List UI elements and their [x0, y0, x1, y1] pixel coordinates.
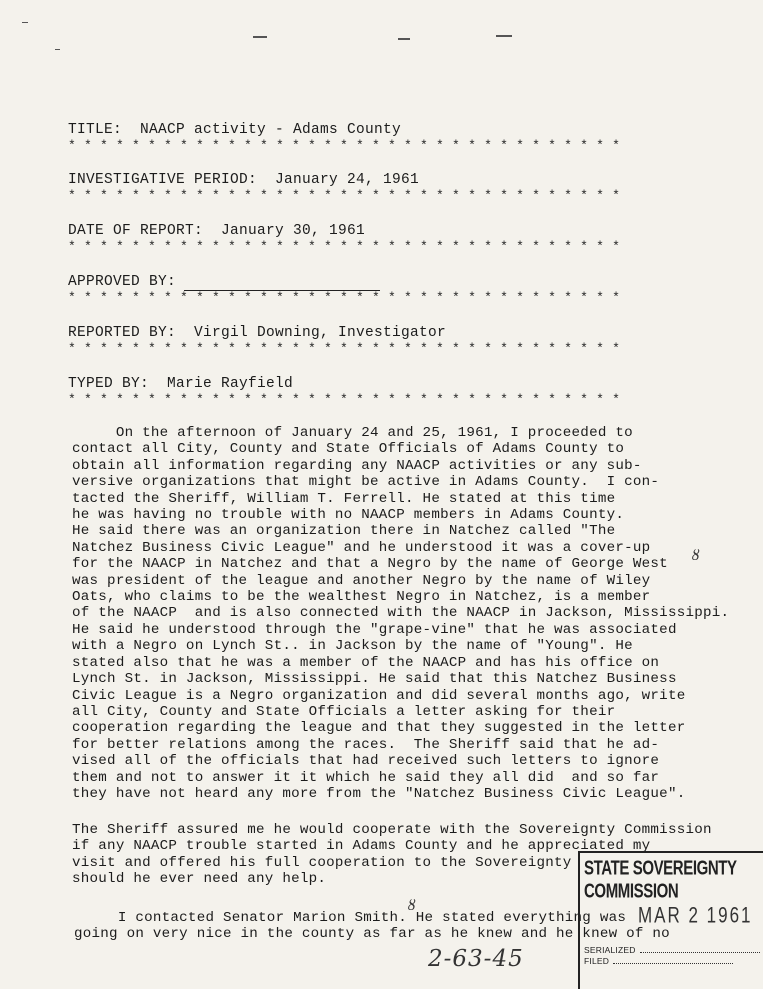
star-divider: * * * * * * * * * * * * * * * * * * * * * * * * * * * * * * * * * * *: [68, 138, 621, 153]
star-divider: * * * * * * * * * * * * * * * * * * * * * * * * * * * * * * * * * * *: [68, 239, 621, 254]
date-of-report-line: DATE OF REPORT: January 30, 1961: [68, 223, 366, 239]
investigative-period-field: [68, 171, 708, 203]
stamp-serialized-row: [584, 945, 760, 955]
report-paragraph-3: I contacted Senator Marion Smith. He stated everything was going on very nice in the county as far as he knew and he knew of no: [74, 910, 670, 943]
stamp-date: MAR 2 1961: [638, 903, 753, 928]
typed-by-field: [68, 375, 708, 407]
scan-mark: [253, 36, 267, 38]
handwritten-document-number: 2-63-45: [428, 946, 524, 972]
typed-by-line: TYPED BY: Marie Rayfield: [68, 376, 294, 392]
date-of-report-field: [68, 222, 708, 254]
stamp-filed-label: FILED: [584, 956, 610, 966]
stamp-filed-row: [584, 956, 733, 966]
stamp-commission-title: STATE SOVEREIGNTY COMMISSION: [584, 857, 737, 903]
title-field: [68, 121, 708, 153]
scan-mark: [496, 35, 512, 37]
handwritten-check-mark: ȣ: [692, 548, 700, 564]
report-paragraph-2: The Sheriff assured me he would cooperate with the Sovereignty Commission if any NAACP trouble started in Adams County and he appreciated my visit and offered his full cooperation to the Sovereignty should he ever need any help.: [72, 822, 712, 888]
received-stamp: [578, 851, 763, 989]
star-divider: * * * * * * * * * * * * * * * * * * * * * * * * * * * * * * * * * * *: [68, 188, 621, 203]
star-divider: * * * * * * * * * * * * * * * * * * * * * * * * * * * * * * * * * * *: [68, 392, 621, 407]
reported-by-line: REPORTED BY: Virgil Downing, Investigator: [68, 325, 447, 341]
scan-mark: [55, 49, 60, 50]
handwritten-check-mark: ȣ: [408, 898, 416, 914]
signature-line: [184, 276, 380, 291]
scan-mark: [22, 22, 28, 23]
report-paragraph-1: On the afternoon of January 24 and 25, 1961, I proceeded to contact all City, County and State Officials of Adams County to obtain all information regarding any NAACP activities or any sub- versive organizations that might be active in Adams County. I con- tacted the Sheriff, William T. Ferrell. He stated at this time he was having no trouble with no NAACP members in Adams County. He said there was an organization there in Natchez called "The Natchez Business Civic League" and he understood it was a cover-up for the NAACP in Natchez and that a Negro by the name of George West was president of the league and another Negro by the name of Wiley Oats, who claims to be the wealthest Negro in Natchez, is a member of the NAACP and is also connected with the NAACP in Jackson, Mississippi. He said he understood through the "grape-vine" that he was associated with a Negro on Lynch St.. in Jackson by the name of "Young". He stated also that he was a member of the NAACP and has his office on Lynch St. in Jackson, Mississippi. He said that this Natchez Business Civic League is a Negro organization and did several months ago, write all City, County and State Officials a letter asking for their cooperation regarding the league and that they suggested in the letter for better relations among the races. The Sheriff said that he ad- vised all of the officials that had received such letters to ignore them and not to answer it it which he said they all did and so far they have not heard any more from the "Natchez Business Civic League".: [72, 425, 730, 802]
investigative-period-line: INVESTIGATIVE PERIOD: January 24, 1961: [68, 172, 420, 188]
star-divider: * * * * * * * * * * * * * * * * * * * * * * * * * * * * * * * * * * *: [68, 341, 621, 356]
stamp-serialized-label: SERIALIZED: [584, 945, 636, 955]
title-line: TITLE: NAACP activity - Adams County: [68, 122, 402, 138]
scan-mark: [398, 38, 410, 40]
star-divider: * * * * * * * * * * * * * * * * * * * * * * * * * * * * * * * * * * *: [68, 290, 621, 305]
approved-by-label: APPROVED BY:: [68, 274, 177, 290]
reported-by-field: [68, 324, 708, 356]
approved-by-field: [68, 273, 708, 305]
